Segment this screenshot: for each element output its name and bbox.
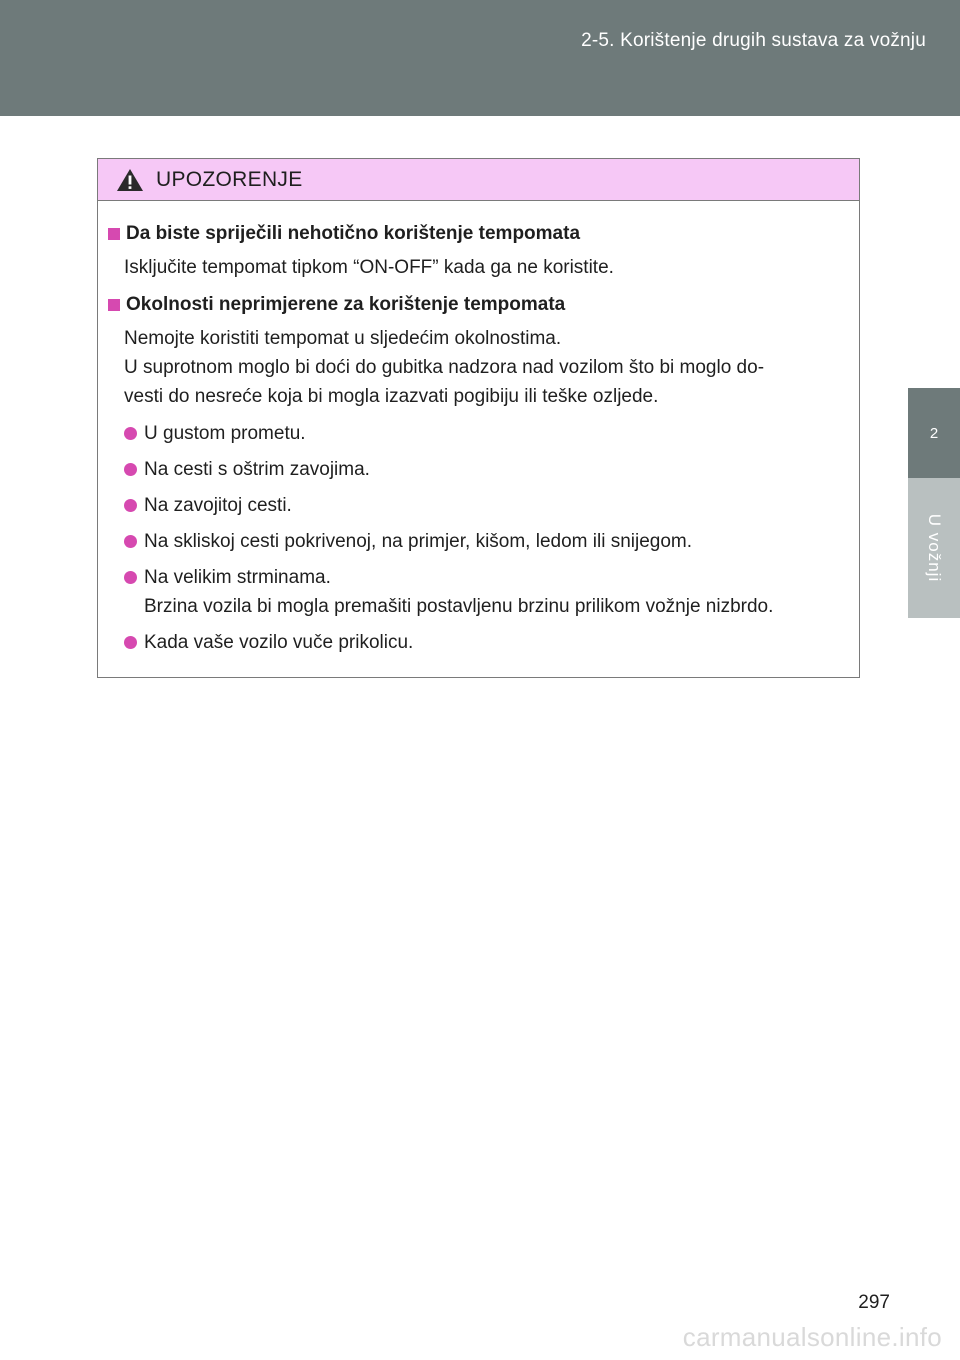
paragraph-line: Nemojte koristiti tempomat u sljedećim okolnostima. xyxy=(124,328,562,349)
paragraph-line: Isključite tempomat tipkom “ON-OFF” kada ga ne koristite. xyxy=(124,257,614,278)
watermark: carmanualsonline.info xyxy=(682,1322,942,1352)
section-title: 2-5. Korištenje drugih sustava za vožnju xyxy=(581,30,926,51)
chapter-tab-number[interactable]: 2 xyxy=(908,388,960,478)
square-bullet-icon xyxy=(108,228,120,240)
section-heading xyxy=(108,290,849,319)
list-item-text: Na velikim strminama. xyxy=(144,567,331,588)
chapter-tab-label-text: U vožnji xyxy=(925,513,944,583)
list-item xyxy=(124,563,849,621)
warning-triangle-icon xyxy=(116,168,144,192)
round-bullet-icon xyxy=(124,535,137,548)
section-heading xyxy=(108,219,849,248)
paragraph-line: vesti do nesreće koja bi mogla izazvati pogibiju ili teške ozljede. xyxy=(124,386,659,407)
list-item-text: Na skliskoj cesti pokrivenoj, na primjer, kišom, ledom ili snijegom. xyxy=(144,531,693,552)
warning-body xyxy=(98,201,859,657)
square-bullet-icon xyxy=(108,299,120,311)
list-item xyxy=(124,628,849,657)
list-item-text: Na cesti s oštrim zavojima. xyxy=(144,459,370,480)
section-paragraph xyxy=(124,253,849,282)
page-number: 297 xyxy=(858,1292,890,1313)
round-bullet-icon xyxy=(124,636,137,649)
list-item-text: U gustom prometu. xyxy=(144,423,306,444)
round-bullet-icon xyxy=(124,499,137,512)
list-item-text: Brzina vozila bi mogla premašiti postavljenu brzinu prilikom vožnje nizbrdo. xyxy=(144,596,774,617)
section-paragraph xyxy=(124,324,849,411)
section-heading-text: Okolnosti neprimjerene za korištenje tempomata xyxy=(126,294,566,315)
round-bullet-icon xyxy=(124,571,137,584)
list-item xyxy=(124,527,849,556)
list-item-text: Kada vaše vozilo vuče prikolicu. xyxy=(144,632,414,653)
list-item xyxy=(124,455,849,484)
section-heading-text: Da biste spriječili nehotično korištenje tempomata xyxy=(126,223,581,244)
warning-header xyxy=(98,159,859,201)
list-item xyxy=(124,419,849,448)
header-band xyxy=(0,0,960,116)
warning-box xyxy=(97,158,860,678)
list-item xyxy=(124,491,849,520)
round-bullet-icon xyxy=(124,463,137,476)
paragraph-line: U suprotnom moglo bi doći do gubitka nadzora nad vozilom što bi moglo do- xyxy=(124,357,765,378)
round-bullet-icon xyxy=(124,427,137,440)
chapter-tab-label[interactable] xyxy=(908,478,960,618)
warning-title: UPOZORENJE xyxy=(156,167,303,191)
list-item-text: Na zavojitoj cesti. xyxy=(144,495,292,516)
